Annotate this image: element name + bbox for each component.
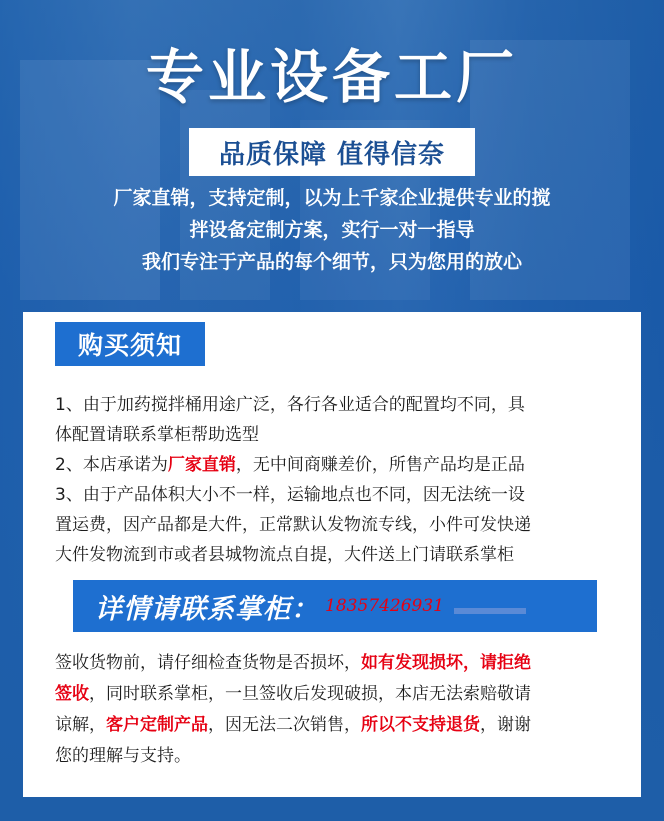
signing-highlight: 如有发现损坏，请拒绝 xyxy=(361,653,531,673)
signing-text: ，因无法二次销售， xyxy=(208,715,361,735)
signing-text: 签收货物前，请仔细检查货物是否损坏， xyxy=(55,653,361,673)
intro-line: 厂家直销，支持定制，以为上千家企业提供专业的搅 xyxy=(113,187,551,209)
signing-highlight: 所以不支持退货 xyxy=(361,715,480,735)
contact-phone[interactable]: 18357426931 xyxy=(325,596,444,616)
redaction-mark xyxy=(454,608,526,614)
signing-line xyxy=(55,648,645,679)
signing-line: 您的理解与支持。 xyxy=(55,746,191,766)
notice-heading: 购买须知 xyxy=(55,322,205,366)
notice-line: 1、由于加药搅拌桶用途广泛，各行各业适合的配置均不同，具 xyxy=(55,395,525,415)
intro-line: 拌设备定制方案，实行一对一指导 xyxy=(189,219,475,241)
contact-banner xyxy=(73,580,597,632)
signing-line xyxy=(55,710,645,741)
intro-line: 我们专注于产品的每个细节，只为您用的放心 xyxy=(141,251,522,273)
notice-line: 大件发物流到市或者县城物流点自提，大件送上门请联系掌柜 xyxy=(55,545,514,565)
signing-text: ，同时联系掌柜，一旦签收后发现破损，本店无法索赔敬请 xyxy=(89,684,531,704)
notice-text: 2、本店承诺为 xyxy=(55,455,168,475)
notice-line xyxy=(55,450,641,480)
signing-notice xyxy=(55,648,645,772)
signing-highlight: 签收 xyxy=(55,684,89,704)
signing-highlight: 客户定制产品 xyxy=(106,715,208,735)
page-title: 专业设备工厂 xyxy=(145,43,518,111)
notice-line: 3、由于产品体积大小不一样，运输地点也不同，因无法统一设 xyxy=(55,485,525,505)
factory-direct-highlight: 厂家直销 xyxy=(167,455,236,475)
signing-text: ，谢谢 xyxy=(480,715,531,735)
slogan-badge: 品质保障 值得信奈 xyxy=(189,128,475,176)
intro-text xyxy=(40,182,624,278)
notice-line: 置运费，因产品都是大件，正常默认发物流专线，小件可发快递 xyxy=(55,515,531,535)
contact-label: 详情请联系掌柜： xyxy=(95,593,319,625)
notice-line: 体配置请联系掌柜帮助选型 xyxy=(55,425,259,445)
signing-line xyxy=(55,679,645,710)
notice-card xyxy=(23,312,641,797)
notice-text: ，无中间商赚差价，所售产品均是正品 xyxy=(235,455,525,475)
signing-text: 谅解， xyxy=(55,715,106,735)
notice-list xyxy=(55,390,641,570)
